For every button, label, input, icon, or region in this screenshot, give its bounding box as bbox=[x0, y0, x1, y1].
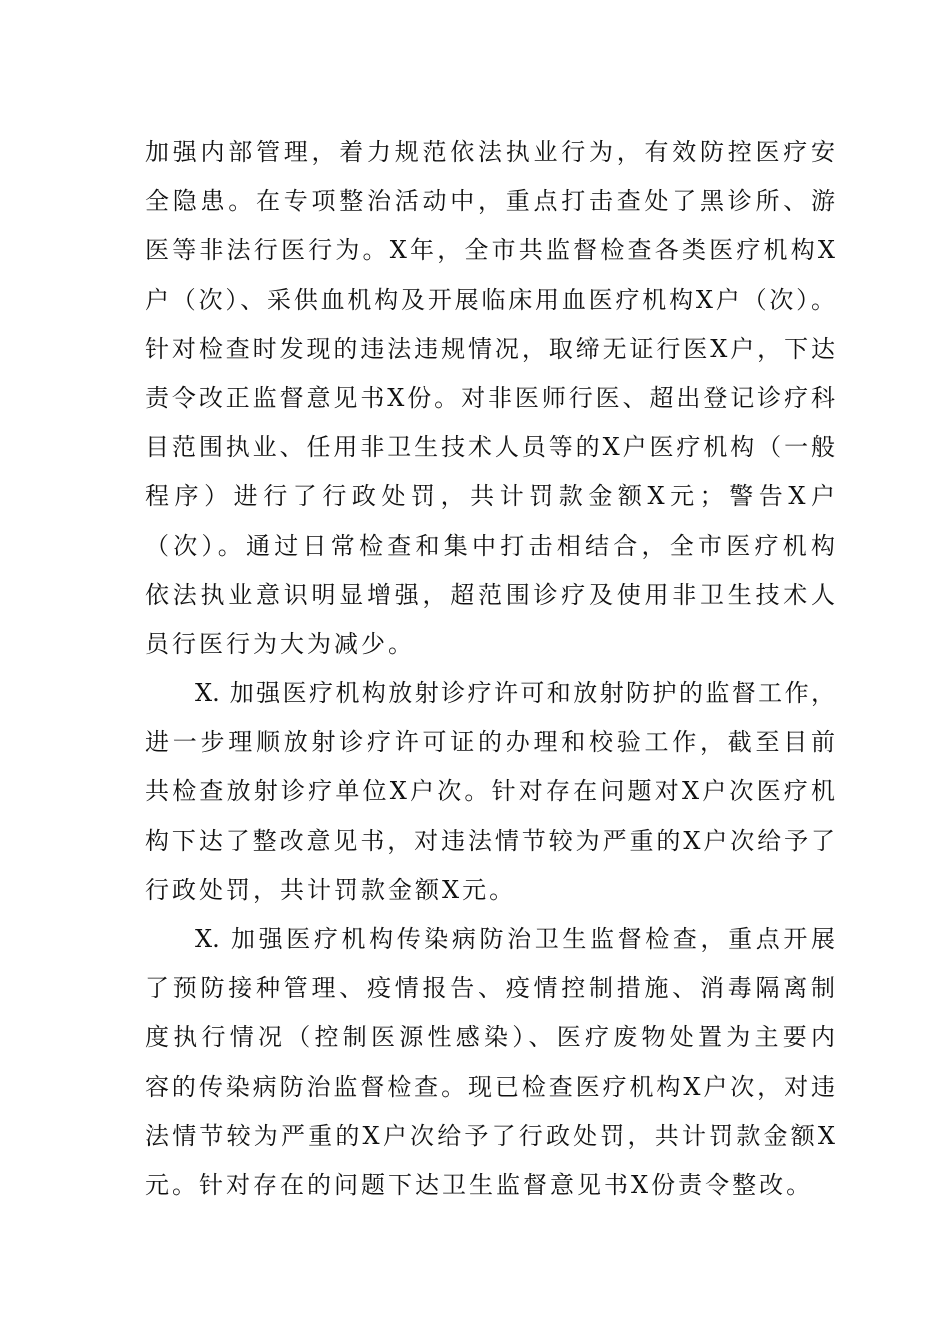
paragraph-line: 进一步理顺放射诊疗许可证的办理和校验工作，截至目前 bbox=[145, 728, 835, 757]
paragraph-line: 医等非法行医行为。X年，全市共监督检查各类医疗机构X bbox=[145, 236, 835, 265]
paragraph-line: 户（次）、采供血机构及开展临床用血医疗机构X户（次）。 bbox=[145, 285, 835, 314]
paragraph-2 bbox=[145, 669, 835, 915]
paragraph-line: 加强内部管理，着力规范依法执业行为，有效防控医疗安 bbox=[145, 138, 835, 166]
paragraph-line: 程序）进行了行政处罚，共计罚款金额X元；警告X户 bbox=[145, 482, 835, 511]
paragraph-line: 了预防接种管理、疫情报告、疫情控制措施、消毒隔离制 bbox=[145, 974, 835, 1003]
paragraph-1 bbox=[145, 128, 835, 669]
paragraph-line: 针对检查时发现的违法违规情况，取缔无证行医X户，下达 bbox=[145, 334, 835, 363]
document-body bbox=[145, 128, 835, 1210]
paragraph-line: 度执行情况（控制医源性感染）、医疗废物处置为主要内 bbox=[145, 1023, 835, 1052]
paragraph-line: 法情节较为严重的X户次给予了行政处罚，共计罚款金额X bbox=[145, 1121, 835, 1150]
paragraph-line: 全隐患。在专项整治活动中，重点打击查处了黑诊所、游 bbox=[145, 187, 835, 216]
paragraph-line: （次）。通过日常检查和集中打击相结合，全市医疗机构 bbox=[145, 531, 835, 560]
paragraph-line: 依法执业意识明显增强，超范围诊疗及使用非卫生技术人 bbox=[145, 580, 835, 609]
paragraph-line: X. 加强医疗机构传染病防治卫生监督检查，重点开展 bbox=[195, 925, 835, 953]
paragraph-3 bbox=[145, 915, 835, 1210]
paragraph-line: 目范围执业、任用非卫生技术人员等的X户医疗机构（一般 bbox=[145, 433, 835, 462]
paragraph-line: 容的传染病防治监督检查。现已检查医疗机构X户次，对违 bbox=[145, 1072, 835, 1101]
paragraph-line: 员行医行为大为减少。 bbox=[145, 629, 415, 658]
paragraph-line: X. 加强医疗机构放射诊疗许可和放射防护的监督工作， bbox=[195, 679, 835, 708]
paragraph-line: 行政处罚，共计罚款金额X元。 bbox=[145, 875, 517, 904]
paragraph-line: 共检查放射诊疗单位X户次。针对存在问题对X户次医疗机 bbox=[145, 777, 835, 806]
paragraph-line: 元。针对存在的问题下达卫生监督意见书X份责令整改。 bbox=[145, 1170, 814, 1199]
paragraph-line: 构下达了整改意见书，对违法情节较为严重的X户次给予了 bbox=[145, 826, 835, 855]
paragraph-line: 责令改正监督意见书X份。对非医师行医、超出登记诊疗科 bbox=[145, 383, 835, 412]
